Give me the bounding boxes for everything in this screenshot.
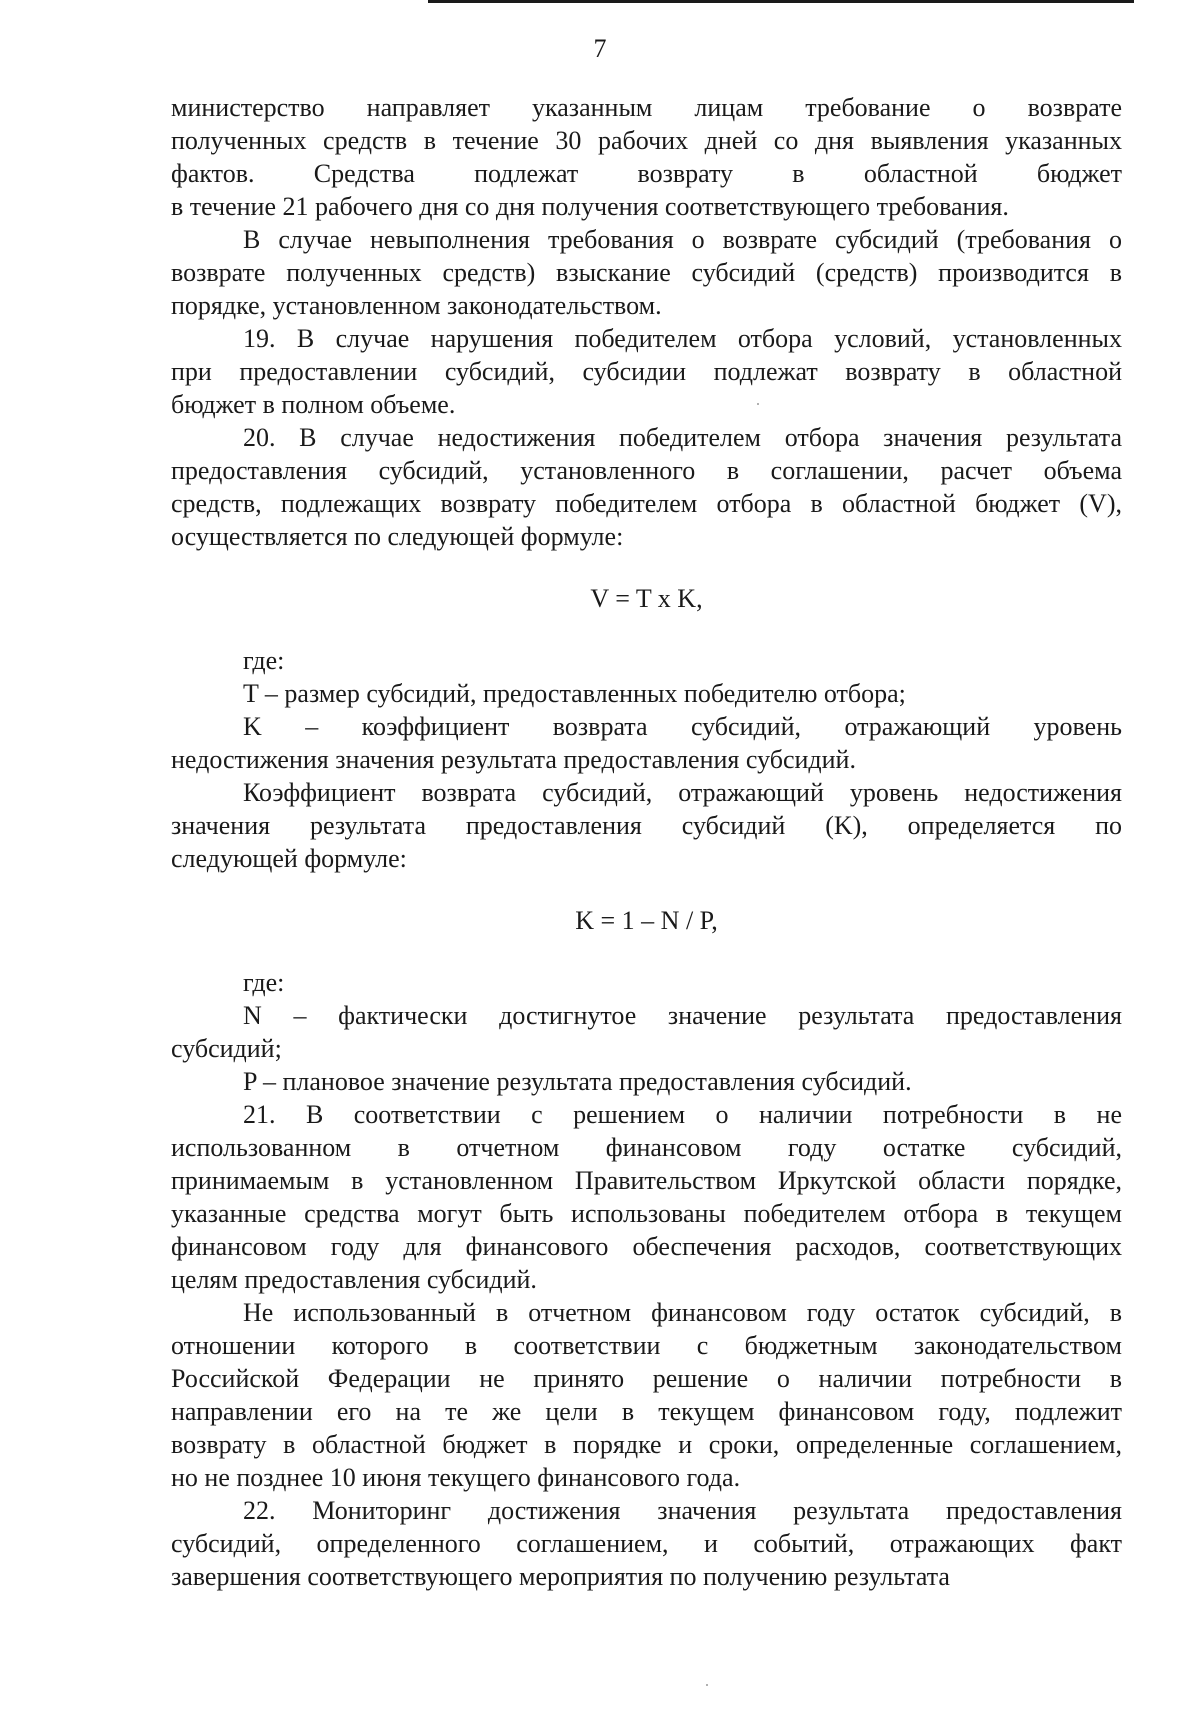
text-line: субсидий; xyxy=(171,1034,282,1063)
paragraph-p2 xyxy=(171,223,1122,322)
text-line: субсидий, определенного соглашением, и событий, отражающих факт xyxy=(171,1529,1122,1558)
paragraph-p9 xyxy=(171,966,1122,999)
text-line: бюджет в полном объеме. xyxy=(171,390,456,419)
paragraph-p8 xyxy=(171,776,1122,875)
text-line: 21. В соответствии с решением о наличии потребности в не xyxy=(243,1100,1122,1129)
text-line: полученных средств в течение 30 рабочих дней со дня выявления указанных xyxy=(171,126,1122,155)
text-line: фактов. Средства подлежат возврату в областной бюджет xyxy=(171,159,1122,188)
text-line: порядке, установленном законодательством. xyxy=(171,291,662,320)
text-line: В случае невыполнения требования о возврате субсидий (требования о xyxy=(243,225,1122,254)
text-line: средств, подлежащих возврату победителем отбора в областной бюджет (V), xyxy=(171,489,1122,518)
text-block-3 xyxy=(171,966,1122,1593)
text-line: но не позднее 10 июня текущего финансового года. xyxy=(171,1463,741,1492)
paragraph-p4 xyxy=(171,421,1122,553)
text-line: P – плановое значение результата предоставления субсидий. xyxy=(243,1067,912,1096)
paragraph-p11 xyxy=(171,1065,1122,1098)
text-line: министерство направляет указанным лицам требование о возврате xyxy=(171,93,1122,122)
text-line: Не использованный в отчетном финансовом году остаток субсидий, в xyxy=(243,1298,1122,1327)
formula-v: V = T x K, xyxy=(590,584,703,613)
text-line: предоставления субсидий, установленного в соглашении, расчет объема xyxy=(171,456,1122,485)
text-line: K – коэффициент возврата субсидий, отражающий уровень xyxy=(243,712,1122,741)
text-line: значения результата предоставления субсидий (K), определяется по xyxy=(171,811,1122,840)
paragraph-p13 xyxy=(171,1296,1122,1494)
paragraph-p1 xyxy=(171,91,1122,223)
page-number: 7 xyxy=(593,34,607,63)
text-line: N – фактически достигнутое значение результата предоставления xyxy=(243,1001,1122,1030)
text-line: где: xyxy=(243,646,285,675)
text-line: 22. Мониторинг достижения значения результата предоставления xyxy=(243,1496,1122,1525)
document-body xyxy=(171,91,1122,1593)
text-line: направлении его на те же цели в текущем финансовом году, подлежит xyxy=(171,1397,1122,1426)
text-line: целям предоставления субсидий. xyxy=(171,1265,537,1294)
text-line: при предоставлении субсидий, субсидии подлежат возврату в областной xyxy=(171,357,1122,386)
text-line: Российской Федерации не принято решение о наличии потребности в xyxy=(171,1364,1122,1393)
text-block-2 xyxy=(171,644,1122,875)
paragraph-p3 xyxy=(171,322,1122,421)
paragraph-p10 xyxy=(171,999,1122,1065)
paragraph-p12 xyxy=(171,1098,1122,1296)
scan-speck xyxy=(706,1684,708,1686)
text-line: использованном в отчетном финансовом году остатке субсидий, xyxy=(171,1133,1122,1162)
text-line: принимаемым в установленном Правительством Иркутской области порядке, xyxy=(171,1166,1122,1195)
text-line: в течение 21 рабочего дня со дня получения соответствующего требования. xyxy=(171,192,1009,221)
text-line: возврате полученных средств) взыскание субсидий (средств) производится в xyxy=(171,258,1122,287)
text-line: отношении которого в соответствии с бюджетным законодательством xyxy=(171,1331,1122,1360)
paragraph-p6 xyxy=(171,677,1122,710)
paragraph-p5 xyxy=(171,644,1122,677)
text-line: Коэффициент возврата субсидий, отражающий уровень недостижения xyxy=(243,778,1122,807)
text-line: недостижения значения результата предоставления субсидий. xyxy=(171,745,856,774)
paragraph-p14 xyxy=(171,1494,1122,1593)
text-line: где: xyxy=(243,968,285,997)
text-block-1 xyxy=(171,91,1122,553)
paragraph-p7 xyxy=(171,710,1122,776)
text-line: финансовом году для финансового обеспечения расходов, соответствующих xyxy=(171,1232,1122,1261)
text-line: указанные средства могут быть использованы победителем отбора в текущем xyxy=(171,1199,1122,1228)
scan-speck xyxy=(757,403,759,405)
text-line: возврату в областной бюджет в порядке и сроки, определенные соглашением, xyxy=(171,1430,1122,1459)
text-line: T – размер субсидий, предоставленных победителю отбора; xyxy=(243,679,906,708)
formula-k: K = 1 – N / P, xyxy=(575,906,718,935)
text-line: осуществляется по следующей формуле: xyxy=(171,522,624,551)
text-line: завершения соответствующего мероприятия по получению результата xyxy=(171,1562,950,1591)
header-rule xyxy=(428,0,1134,3)
text-line: 19. В случае нарушения победителем отбора условий, установленных xyxy=(243,324,1122,353)
text-line: следующей формуле: xyxy=(171,844,407,873)
text-line: 20. В случае недостижения победителем отбора значения результата xyxy=(243,423,1122,452)
